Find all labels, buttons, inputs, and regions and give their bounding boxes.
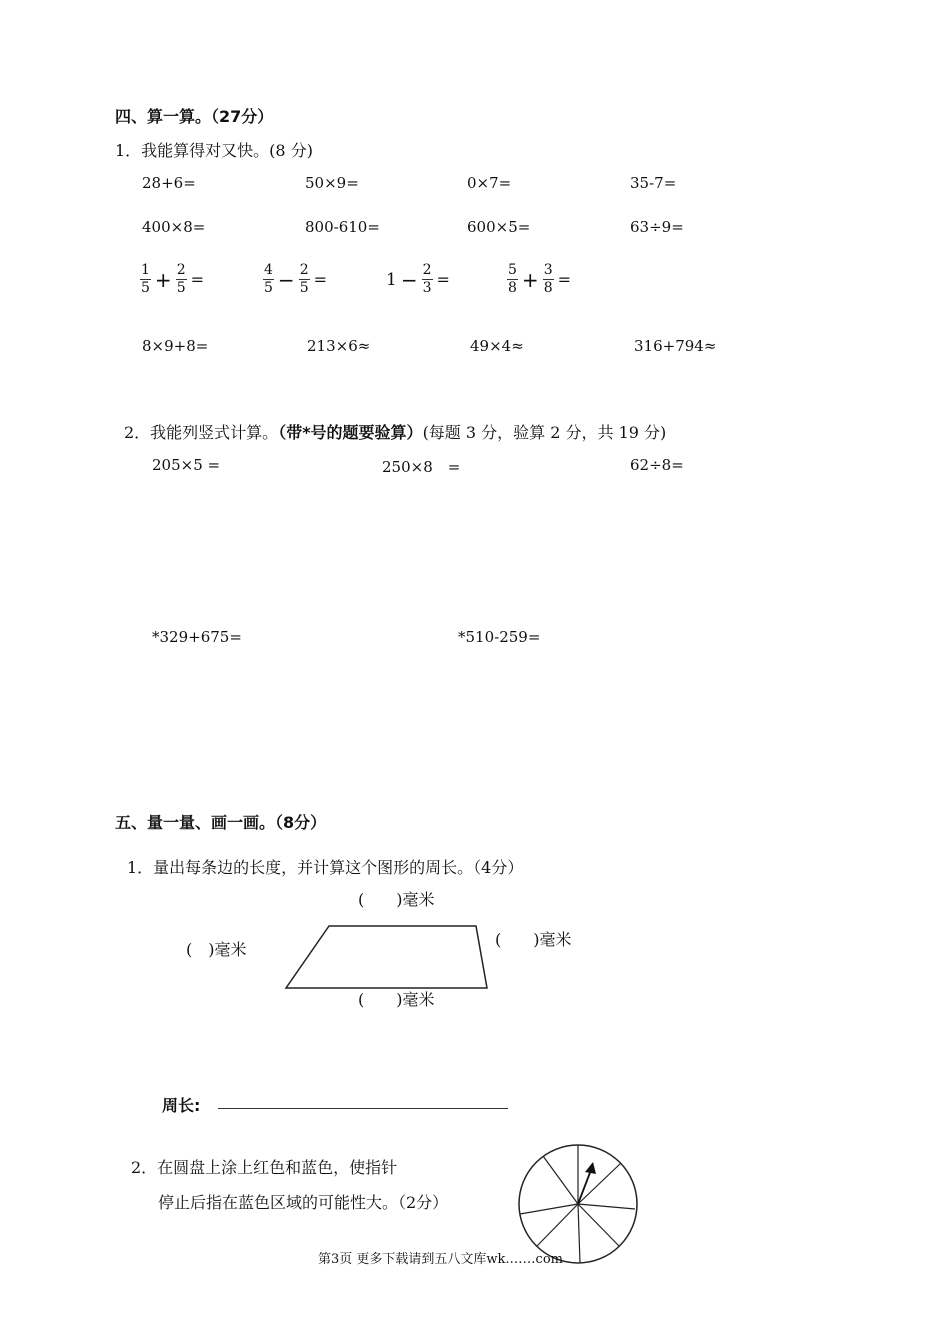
sector-line	[578, 1163, 621, 1204]
vertical-calc-item: 205×5 =	[152, 456, 221, 474]
label-left-side: ( )毫米	[186, 940, 247, 959]
calc-item: 600×5=	[467, 218, 531, 236]
fraction: $\frac{2}{5}$	[176, 262, 186, 296]
fraction: $\frac{2}{3}$	[422, 262, 432, 296]
calc-item: 800-610=	[305, 218, 380, 236]
fraction: $\frac{4}{5}$	[264, 262, 273, 296]
section4-q2-title: 2．我能列竖式计算。（带*号的题要验算）(每题 3 分，验算 2 分，共 19 分)	[124, 423, 667, 442]
page-footer: 第3页 更多下载请到五八文库wk.……com	[318, 1252, 563, 1267]
sector-line	[578, 1204, 619, 1246]
calc-item: 28+6=	[142, 174, 196, 192]
calc-item: 316+794≈	[634, 337, 717, 355]
section4-title: 四、算一算。（27分）	[115, 107, 274, 126]
calc-item: 0×7=	[467, 174, 512, 192]
fraction-expression-1: $\frac{1}{5}$ + $\frac{2}{5}$ =	[141, 262, 205, 296]
calc-item: 8×9+8=	[142, 337, 209, 355]
trapezoid-shape	[286, 926, 487, 988]
calc-item: 50×9=	[305, 174, 359, 192]
fraction-expression-4: $\frac{5}{8}$ + $\frac{3}{8}$ =	[508, 262, 572, 296]
pointer-arrow-icon	[585, 1162, 596, 1174]
sector-line	[578, 1204, 635, 1209]
fraction: $\frac{3}{8}$	[543, 262, 553, 296]
vertical-calc-item: *329+675=	[152, 628, 242, 646]
fraction: $\frac{5}{8}$	[508, 262, 517, 296]
trapezoid-figure	[280, 920, 495, 995]
calc-item: 63÷9=	[630, 218, 684, 236]
section5-q2-line2: 停止后指在蓝色区域的可能性大。（2分）	[158, 1193, 449, 1212]
fraction: $\frac{2}{5}$	[299, 262, 309, 296]
calc-item: 35-7=	[630, 174, 677, 192]
calc-item: 49×4≈	[470, 337, 524, 355]
fraction-expression-2: $\frac{4}{5}$ − $\frac{2}{5}$ =	[264, 262, 328, 296]
fraction: $\frac{1}{5}$	[141, 262, 150, 296]
fraction-expression-3: 1 − $\frac{2}{3}$ =	[386, 262, 450, 296]
label-right-side: ( )毫米	[495, 930, 572, 949]
label-top-side: ( )毫米	[358, 890, 435, 909]
label-bottom-side: ( )毫米	[358, 990, 435, 1009]
perimeter-label: 周长:	[162, 1096, 201, 1115]
section5-q2-line1: 2．在圆盘上涂上红色和蓝色，使指针	[131, 1158, 398, 1177]
sector-line	[578, 1204, 580, 1263]
vertical-calc-item: 62÷8=	[630, 456, 684, 474]
vertical-calc-item: 250×8 =	[382, 458, 461, 476]
pointer-icon	[578, 1170, 591, 1204]
sector-line	[543, 1156, 578, 1204]
calc-item: 213×6≈	[307, 337, 371, 355]
section4-q1-title: 1．我能算得对又快。(8 分)	[115, 141, 313, 160]
calc-item: 400×8=	[142, 218, 206, 236]
section5-q1-title: 1．量出每条边的长度，并计算这个图形的周长。（4分）	[127, 858, 524, 877]
vertical-calc-item: *510-259=	[458, 628, 541, 646]
perimeter-answer-line	[218, 1108, 508, 1109]
section5-title: 五、量一量、画一画。（8分）	[115, 813, 327, 832]
